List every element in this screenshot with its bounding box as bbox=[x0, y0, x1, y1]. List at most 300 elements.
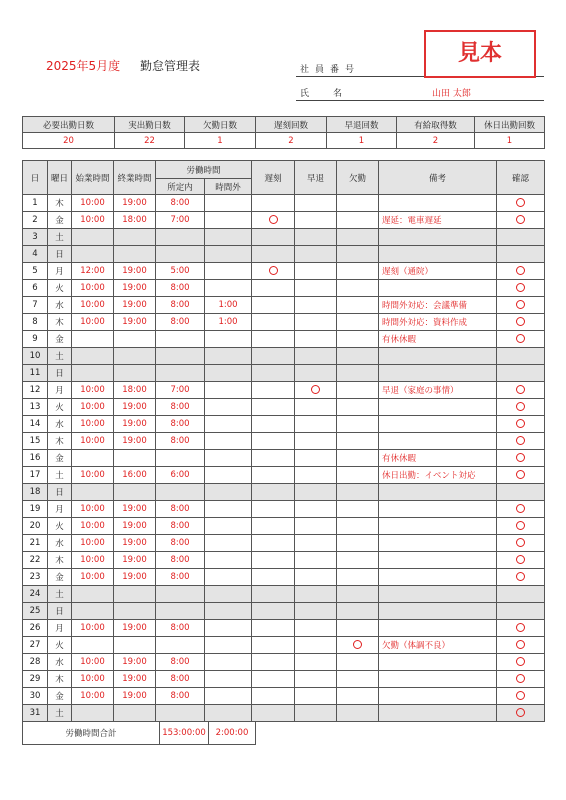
cell-confirm bbox=[497, 348, 545, 365]
cell-day: 5 bbox=[23, 263, 48, 280]
cell-note bbox=[379, 229, 497, 246]
cell-absent bbox=[337, 620, 379, 637]
cell-early bbox=[295, 501, 337, 518]
cell-weekday: 水 bbox=[48, 416, 72, 433]
circle-mark-icon bbox=[516, 555, 525, 564]
circle-mark-icon bbox=[516, 317, 525, 326]
cell-end: 19:00 bbox=[114, 263, 156, 280]
cell-overtime bbox=[205, 654, 252, 671]
cell-weekday: 火 bbox=[48, 399, 72, 416]
cell-confirm bbox=[497, 263, 545, 280]
summary-header: 欠勤日数 bbox=[185, 117, 256, 133]
cell-weekday: 金 bbox=[48, 569, 72, 586]
cell-confirm bbox=[497, 637, 545, 654]
cell-absent bbox=[337, 280, 379, 297]
cell-early bbox=[295, 297, 337, 314]
cell-overtime bbox=[205, 637, 252, 654]
cell-regular bbox=[156, 484, 205, 501]
table-row bbox=[23, 552, 545, 569]
circle-mark-icon bbox=[516, 436, 525, 445]
table-row bbox=[23, 518, 545, 535]
cell-end: 19:00 bbox=[114, 552, 156, 569]
cell-regular: 8:00 bbox=[156, 399, 205, 416]
cell-confirm bbox=[497, 433, 545, 450]
totals-label: 労働時間合計 bbox=[23, 722, 160, 745]
cell-absent bbox=[337, 246, 379, 263]
cell-regular: 8:00 bbox=[156, 501, 205, 518]
cell-start: 10:00 bbox=[72, 535, 114, 552]
circle-mark-icon bbox=[516, 385, 525, 394]
cell-late bbox=[252, 416, 295, 433]
cell-start: 10:00 bbox=[72, 688, 114, 705]
cell-early bbox=[295, 569, 337, 586]
circle-mark-icon bbox=[516, 521, 525, 530]
cell-regular bbox=[156, 603, 205, 620]
circle-mark-icon bbox=[516, 691, 525, 700]
cell-weekday: 木 bbox=[48, 195, 72, 212]
circle-mark-icon bbox=[516, 198, 525, 207]
cell-start: 10:00 bbox=[72, 433, 114, 450]
circle-mark-icon bbox=[516, 470, 525, 479]
cell-late bbox=[252, 603, 295, 620]
cell-note: 欠勤（体調不良） bbox=[379, 637, 497, 654]
cell-absent bbox=[337, 450, 379, 467]
cell-end: 19:00 bbox=[114, 195, 156, 212]
cell-early bbox=[295, 433, 337, 450]
table-row bbox=[23, 263, 545, 280]
cell-overtime bbox=[205, 484, 252, 501]
cell-note: 早退（家庭の事情） bbox=[379, 382, 497, 399]
cell-weekday: 月 bbox=[48, 620, 72, 637]
table-row bbox=[23, 314, 545, 331]
cell-weekday: 土 bbox=[48, 586, 72, 603]
table-row bbox=[23, 620, 545, 637]
cell-confirm bbox=[497, 399, 545, 416]
cell-confirm bbox=[497, 365, 545, 382]
cell-day: 18 bbox=[23, 484, 48, 501]
cell-confirm bbox=[497, 705, 545, 722]
cell-overtime bbox=[205, 552, 252, 569]
table-row bbox=[23, 535, 545, 552]
cell-day: 31 bbox=[23, 705, 48, 722]
employee-name-label: 氏名 bbox=[300, 89, 367, 99]
cell-end: 19:00 bbox=[114, 654, 156, 671]
cell-weekday: 木 bbox=[48, 314, 72, 331]
cell-late bbox=[252, 297, 295, 314]
cell-regular bbox=[156, 348, 205, 365]
cell-weekday: 日 bbox=[48, 246, 72, 263]
cell-end: 19:00 bbox=[114, 535, 156, 552]
cell-regular: 8:00 bbox=[156, 569, 205, 586]
cell-start: 10:00 bbox=[72, 399, 114, 416]
summary-table bbox=[22, 116, 545, 149]
cell-late bbox=[252, 450, 295, 467]
cell-late bbox=[252, 705, 295, 722]
cell-note: 時間外対応：会議準備 bbox=[379, 297, 497, 314]
cell-regular: 7:00 bbox=[156, 212, 205, 229]
summary-value: 2 bbox=[397, 133, 475, 149]
cell-absent bbox=[337, 314, 379, 331]
cell-late bbox=[252, 518, 295, 535]
cell-note: 休日出勤：イベント対応 bbox=[379, 467, 497, 484]
circle-mark-icon bbox=[516, 266, 525, 275]
cell-weekday: 木 bbox=[48, 552, 72, 569]
summary-header: 必要出勤日数 bbox=[23, 117, 115, 133]
circle-mark-icon bbox=[516, 538, 525, 547]
document-title: 勤怠管理表 bbox=[140, 59, 201, 73]
circle-mark-icon bbox=[516, 334, 525, 343]
summary-value: 20 bbox=[23, 133, 115, 149]
cell-end: 19:00 bbox=[114, 620, 156, 637]
cell-early bbox=[295, 552, 337, 569]
cell-start: 10:00 bbox=[72, 467, 114, 484]
cell-overtime: 1:00 bbox=[205, 314, 252, 331]
cell-note bbox=[379, 484, 497, 501]
table-row bbox=[23, 348, 545, 365]
cell-day: 14 bbox=[23, 416, 48, 433]
cell-regular: 8:00 bbox=[156, 297, 205, 314]
cell-absent bbox=[337, 467, 379, 484]
cell-overtime bbox=[205, 671, 252, 688]
col-start: 始業時間 bbox=[72, 161, 114, 195]
circle-mark-icon bbox=[516, 453, 525, 462]
cell-day: 22 bbox=[23, 552, 48, 569]
cell-note bbox=[379, 586, 497, 603]
cell-late bbox=[252, 569, 295, 586]
cell-regular bbox=[156, 331, 205, 348]
cell-absent bbox=[337, 263, 379, 280]
cell-confirm bbox=[497, 671, 545, 688]
cell-absent bbox=[337, 229, 379, 246]
table-row bbox=[23, 229, 545, 246]
cell-end bbox=[114, 586, 156, 603]
cell-early bbox=[295, 620, 337, 637]
cell-confirm bbox=[497, 314, 545, 331]
cell-start: 12:00 bbox=[72, 263, 114, 280]
cell-start: 10:00 bbox=[72, 297, 114, 314]
cell-overtime bbox=[205, 399, 252, 416]
cell-note bbox=[379, 535, 497, 552]
cell-overtime bbox=[205, 501, 252, 518]
cell-day: 27 bbox=[23, 637, 48, 654]
cell-late bbox=[252, 263, 295, 280]
cell-absent bbox=[337, 603, 379, 620]
cell-late bbox=[252, 212, 295, 229]
col-note: 備考 bbox=[379, 161, 497, 195]
table-row bbox=[23, 450, 545, 467]
cell-absent bbox=[337, 705, 379, 722]
cell-confirm bbox=[497, 484, 545, 501]
cell-regular: 8:00 bbox=[156, 280, 205, 297]
cell-start: 10:00 bbox=[72, 654, 114, 671]
cell-overtime bbox=[205, 195, 252, 212]
cell-end: 18:00 bbox=[114, 212, 156, 229]
cell-note bbox=[379, 569, 497, 586]
cell-early bbox=[295, 518, 337, 535]
cell-end bbox=[114, 331, 156, 348]
cell-absent bbox=[337, 586, 379, 603]
cell-early bbox=[295, 484, 337, 501]
col-weekday: 曜日 bbox=[48, 161, 72, 195]
cell-regular: 8:00 bbox=[156, 654, 205, 671]
cell-end bbox=[114, 348, 156, 365]
cell-start: 10:00 bbox=[72, 552, 114, 569]
cell-weekday: 水 bbox=[48, 535, 72, 552]
cell-absent bbox=[337, 671, 379, 688]
cell-end: 18:00 bbox=[114, 382, 156, 399]
cell-regular bbox=[156, 229, 205, 246]
cell-confirm bbox=[497, 416, 545, 433]
table-row bbox=[23, 382, 545, 399]
cell-start: 10:00 bbox=[72, 416, 114, 433]
cell-note bbox=[379, 195, 497, 212]
cell-overtime bbox=[205, 263, 252, 280]
table-row bbox=[23, 331, 545, 348]
cell-start: 10:00 bbox=[72, 501, 114, 518]
cell-note bbox=[379, 280, 497, 297]
cell-late bbox=[252, 229, 295, 246]
summary-value: 2 bbox=[256, 133, 327, 149]
cell-overtime bbox=[205, 212, 252, 229]
cell-overtime bbox=[205, 705, 252, 722]
cell-late bbox=[252, 484, 295, 501]
cell-absent bbox=[337, 552, 379, 569]
cell-end: 19:00 bbox=[114, 314, 156, 331]
cell-late bbox=[252, 195, 295, 212]
cell-late bbox=[252, 280, 295, 297]
employee-number-label: 社員番号 bbox=[300, 65, 361, 75]
table-row bbox=[23, 603, 545, 620]
cell-regular: 8:00 bbox=[156, 671, 205, 688]
cell-confirm bbox=[497, 229, 545, 246]
cell-note: 遅延：電車遅延 bbox=[379, 212, 497, 229]
cell-day: 2 bbox=[23, 212, 48, 229]
cell-start: 10:00 bbox=[72, 280, 114, 297]
summary-header: 早退回数 bbox=[327, 117, 397, 133]
cell-regular: 8:00 bbox=[156, 535, 205, 552]
cell-day: 28 bbox=[23, 654, 48, 671]
cell-early bbox=[295, 314, 337, 331]
cell-weekday: 火 bbox=[48, 637, 72, 654]
cell-absent bbox=[337, 433, 379, 450]
cell-early bbox=[295, 586, 337, 603]
cell-absent bbox=[337, 518, 379, 535]
col-day: 日 bbox=[23, 161, 48, 195]
table-row bbox=[23, 416, 545, 433]
cell-overtime bbox=[205, 280, 252, 297]
cell-confirm bbox=[497, 195, 545, 212]
cell-confirm bbox=[497, 212, 545, 229]
summary-value: 22 bbox=[115, 133, 185, 149]
cell-absent bbox=[337, 569, 379, 586]
cell-early bbox=[295, 229, 337, 246]
cell-confirm bbox=[497, 331, 545, 348]
cell-late bbox=[252, 331, 295, 348]
circle-mark-icon bbox=[516, 402, 525, 411]
cell-day: 23 bbox=[23, 569, 48, 586]
cell-confirm bbox=[497, 569, 545, 586]
cell-start bbox=[72, 246, 114, 263]
cell-regular bbox=[156, 365, 205, 382]
cell-end bbox=[114, 229, 156, 246]
cell-weekday: 土 bbox=[48, 705, 72, 722]
cell-early bbox=[295, 450, 337, 467]
table-row bbox=[23, 569, 545, 586]
table-row bbox=[23, 467, 545, 484]
cell-overtime bbox=[205, 620, 252, 637]
cell-early bbox=[295, 416, 337, 433]
cell-early bbox=[295, 195, 337, 212]
circle-mark-icon bbox=[516, 504, 525, 513]
period-label: 2025年5月度 bbox=[46, 59, 121, 73]
cell-overtime bbox=[205, 382, 252, 399]
cell-start: 10:00 bbox=[72, 195, 114, 212]
cell-weekday: 水 bbox=[48, 654, 72, 671]
cell-note: 有休休暇 bbox=[379, 450, 497, 467]
cell-start: 10:00 bbox=[72, 620, 114, 637]
cell-late bbox=[252, 246, 295, 263]
cell-early bbox=[295, 467, 337, 484]
cell-weekday: 土 bbox=[48, 229, 72, 246]
cell-weekday: 火 bbox=[48, 280, 72, 297]
cell-day: 17 bbox=[23, 467, 48, 484]
cell-weekday: 土 bbox=[48, 467, 72, 484]
cell-absent bbox=[337, 297, 379, 314]
cell-overtime bbox=[205, 365, 252, 382]
cell-absent bbox=[337, 654, 379, 671]
cell-day: 25 bbox=[23, 603, 48, 620]
circle-mark-icon bbox=[269, 215, 278, 224]
table-row bbox=[23, 212, 545, 229]
cell-weekday: 日 bbox=[48, 484, 72, 501]
cell-day: 30 bbox=[23, 688, 48, 705]
cell-start: 10:00 bbox=[72, 212, 114, 229]
cell-note bbox=[379, 688, 497, 705]
cell-day: 21 bbox=[23, 535, 48, 552]
cell-confirm bbox=[497, 603, 545, 620]
cell-end bbox=[114, 603, 156, 620]
cell-note bbox=[379, 433, 497, 450]
cell-confirm bbox=[497, 518, 545, 535]
cell-early bbox=[295, 688, 337, 705]
table-row bbox=[23, 297, 545, 314]
cell-absent bbox=[337, 382, 379, 399]
cell-end bbox=[114, 365, 156, 382]
col-regular: 所定内 bbox=[156, 179, 205, 195]
cell-note bbox=[379, 671, 497, 688]
cell-early bbox=[295, 212, 337, 229]
cell-weekday: 木 bbox=[48, 433, 72, 450]
cell-late bbox=[252, 467, 295, 484]
cell-start bbox=[72, 705, 114, 722]
cell-absent bbox=[337, 416, 379, 433]
employee-name-value: 山田 太郎 bbox=[432, 89, 471, 99]
cell-end: 19:00 bbox=[114, 433, 156, 450]
cell-early bbox=[295, 637, 337, 654]
cell-note bbox=[379, 416, 497, 433]
cell-absent bbox=[337, 535, 379, 552]
cell-note bbox=[379, 365, 497, 382]
cell-end: 19:00 bbox=[114, 280, 156, 297]
cell-regular: 8:00 bbox=[156, 416, 205, 433]
cell-late bbox=[252, 399, 295, 416]
cell-overtime bbox=[205, 416, 252, 433]
circle-mark-icon bbox=[353, 640, 362, 649]
summary-header: 遅刻回数 bbox=[256, 117, 327, 133]
cell-day: 20 bbox=[23, 518, 48, 535]
cell-absent bbox=[337, 484, 379, 501]
cell-end bbox=[114, 637, 156, 654]
cell-start bbox=[72, 586, 114, 603]
cell-day: 8 bbox=[23, 314, 48, 331]
table-row bbox=[23, 195, 545, 212]
cell-note: 遅刻（通院） bbox=[379, 263, 497, 280]
cell-end: 19:00 bbox=[114, 671, 156, 688]
cell-confirm bbox=[497, 586, 545, 603]
cell-regular bbox=[156, 586, 205, 603]
cell-day: 16 bbox=[23, 450, 48, 467]
cell-confirm bbox=[497, 501, 545, 518]
cell-start bbox=[72, 229, 114, 246]
table-row bbox=[23, 484, 545, 501]
cell-early bbox=[295, 348, 337, 365]
cell-day: 29 bbox=[23, 671, 48, 688]
cell-confirm bbox=[497, 688, 545, 705]
cell-day: 6 bbox=[23, 280, 48, 297]
cell-regular: 8:00 bbox=[156, 433, 205, 450]
cell-regular: 6:00 bbox=[156, 467, 205, 484]
cell-weekday: 金 bbox=[48, 212, 72, 229]
cell-overtime bbox=[205, 246, 252, 263]
cell-note bbox=[379, 348, 497, 365]
cell-weekday: 月 bbox=[48, 263, 72, 280]
cell-weekday: 火 bbox=[48, 518, 72, 535]
cell-start: 10:00 bbox=[72, 671, 114, 688]
cell-note bbox=[379, 399, 497, 416]
cell-start bbox=[72, 348, 114, 365]
circle-mark-icon bbox=[516, 215, 525, 224]
employee-name-row bbox=[296, 82, 544, 101]
col-work-hours: 労働時間 bbox=[156, 161, 252, 179]
table-row bbox=[23, 280, 545, 297]
cell-day: 15 bbox=[23, 433, 48, 450]
cell-end: 19:00 bbox=[114, 501, 156, 518]
cell-confirm bbox=[497, 280, 545, 297]
col-confirm: 確認 bbox=[497, 161, 545, 195]
cell-late bbox=[252, 433, 295, 450]
cell-early bbox=[295, 280, 337, 297]
cell-overtime: 1:00 bbox=[205, 297, 252, 314]
cell-early bbox=[295, 654, 337, 671]
cell-confirm bbox=[497, 535, 545, 552]
cell-confirm bbox=[497, 467, 545, 484]
totals-regular: 153:00:00 bbox=[160, 722, 209, 745]
cell-early bbox=[295, 365, 337, 382]
cell-start bbox=[72, 365, 114, 382]
sample-stamp: 見本 bbox=[424, 30, 536, 78]
cell-regular: 8:00 bbox=[156, 620, 205, 637]
cell-start: 10:00 bbox=[72, 569, 114, 586]
table-row bbox=[23, 688, 545, 705]
cell-note bbox=[379, 246, 497, 263]
cell-early bbox=[295, 263, 337, 280]
cell-regular: 5:00 bbox=[156, 263, 205, 280]
cell-day: 1 bbox=[23, 195, 48, 212]
cell-overtime bbox=[205, 518, 252, 535]
table-row bbox=[23, 501, 545, 518]
cell-regular bbox=[156, 637, 205, 654]
cell-late bbox=[252, 620, 295, 637]
